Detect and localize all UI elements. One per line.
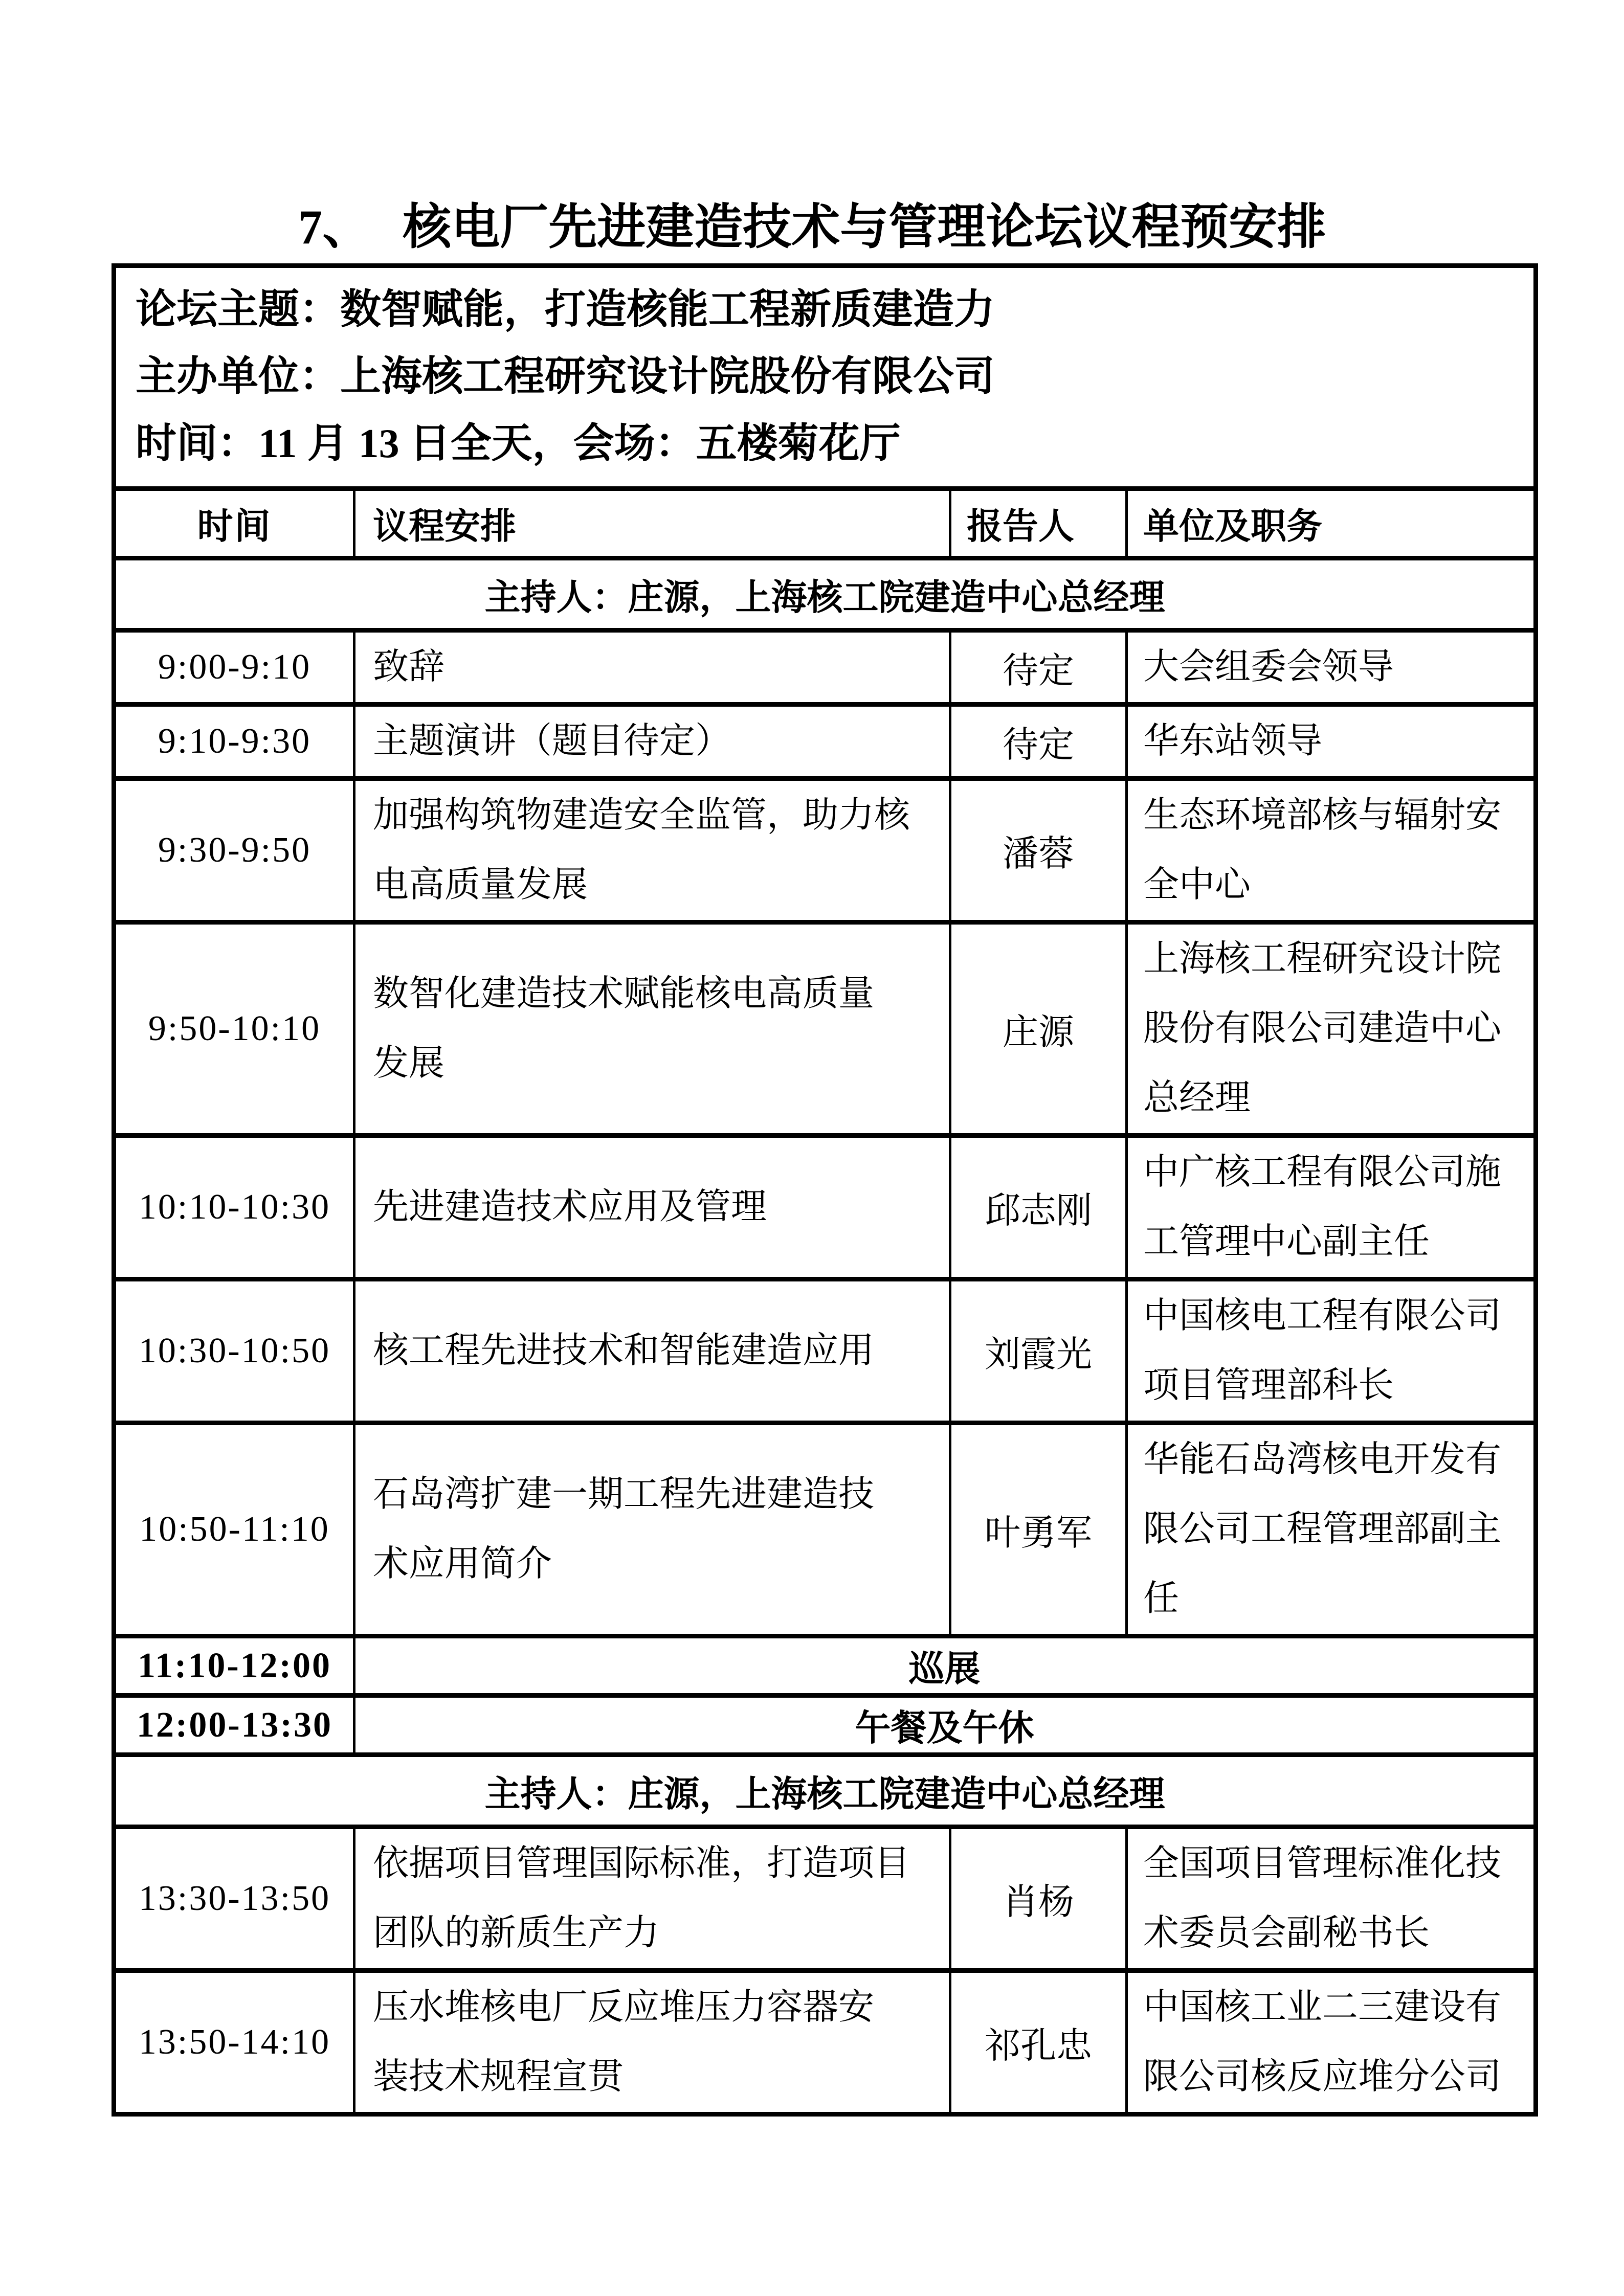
table-row: [114, 1827, 1536, 1971]
agenda-cell: 先进建造技术应用及管理: [354, 1136, 950, 1279]
title-text: 核电厂先进建造技术与管理论坛议程预安排: [403, 200, 1326, 254]
break-label: 午餐及午休: [354, 1696, 1536, 1755]
forum-organizer: 主办单位：上海核工程研究设计院股份有限公司: [136, 354, 995, 399]
time-cell: 9:30-9:50: [114, 779, 354, 922]
speaker-cell: 庄源: [950, 922, 1127, 1136]
speaker-cell: 叶勇军: [950, 1423, 1127, 1636]
break-label: 巡展: [354, 1636, 1536, 1696]
speaker-cell: 祁孔忠: [950, 1971, 1127, 2114]
agenda-cell: 石岛湾扩建一期工程先进建造技 术应用简介: [354, 1423, 950, 1636]
header-agenda: 议程安排: [354, 489, 950, 558]
org-cell: 中国核电工程有限公司 项目管理部科长: [1127, 1279, 1536, 1423]
header-speaker: 报告人: [950, 489, 1127, 558]
agenda-table: [112, 263, 1538, 2117]
host-morning: 主持人：庄源，上海核工院建造中心总经理: [114, 558, 1536, 631]
agenda-cell: 核工程先进技术和智能建造应用: [354, 1279, 950, 1423]
forum-info-cell: [114, 266, 1536, 489]
speaker-cell: 待定: [950, 631, 1127, 705]
org-cell: 华东站领导: [1127, 705, 1536, 779]
time-cell: 9:00-9:10: [114, 631, 354, 705]
speaker-cell: 待定: [950, 705, 1127, 779]
header-org: 单位及职务: [1127, 489, 1536, 558]
table-row: [114, 1136, 1536, 1279]
forum-info-row: [114, 266, 1536, 489]
time-cell: 10:10-10:30: [114, 1136, 354, 1279]
org-cell: 上海核工程研究设计院 股份有限公司建造中心 总经理: [1127, 922, 1536, 1136]
time-cell: 10:50-11:10: [114, 1423, 354, 1636]
time-cell: 13:50-14:10: [114, 1971, 354, 2114]
forum-theme: 论坛主题：数智赋能，打造核能工程新质建造力: [136, 287, 995, 332]
time-cell: 12:00-13:30: [114, 1696, 354, 1755]
break-row: [114, 1696, 1536, 1755]
agenda-cell: 加强构筑物建造安全监管，助力核 电高质量发展: [354, 779, 950, 922]
speaker-cell: 潘蓉: [950, 779, 1127, 922]
host-row-morning: [114, 558, 1536, 631]
time-cell: 10:30-10:50: [114, 1279, 354, 1423]
table-row: [114, 779, 1536, 922]
table-row: [114, 631, 1536, 705]
org-cell: 中国核工业二三建设有 限公司核反应堆分公司: [1127, 1971, 1536, 2114]
table-row: [114, 922, 1536, 1136]
host-row-afternoon: [114, 1755, 1536, 1827]
time-cell: 9:50-10:10: [114, 922, 354, 1136]
agenda-cell: 依据项目管理国际标准，打造项目 团队的新质生产力: [354, 1827, 950, 1971]
header-time: 时间: [114, 489, 354, 558]
time-cell: 9:10-9:30: [114, 705, 354, 779]
agenda-cell: 数智化建造技术赋能核电高质量 发展: [354, 922, 950, 1136]
agenda-cell: 主题演讲（题目待定）: [354, 705, 950, 779]
agenda-cell: 压水堆核电厂反应堆压力容器安 装技术规程宣贯: [354, 1971, 950, 2114]
break-row: [114, 1636, 1536, 1696]
host-afternoon: 主持人：庄源，上海核工院建造中心总经理: [114, 1755, 1536, 1827]
title-number: 7、: [298, 200, 371, 254]
speaker-cell: 肖杨: [950, 1827, 1127, 1971]
org-cell: 大会组委会领导: [1127, 631, 1536, 705]
agenda-cell: 致辞: [354, 631, 950, 705]
org-cell: 华能石岛湾核电开发有 限公司工程管理部副主 任: [1127, 1423, 1536, 1636]
speaker-cell: 刘霞光: [950, 1279, 1127, 1423]
org-cell: 中广核工程有限公司施 工管理中心副主任: [1127, 1136, 1536, 1279]
table-row: [114, 1971, 1536, 2114]
time-cell: 11:10-12:00: [114, 1636, 354, 1696]
forum-time-venue: 时间：11 月 13 日全天，会场：五楼菊花厅: [136, 421, 901, 466]
table-row: [114, 1423, 1536, 1636]
speaker-cell: 邱志刚: [950, 1136, 1127, 1279]
table-row: [114, 705, 1536, 779]
time-cell: 13:30-13:50: [114, 1827, 354, 1971]
org-cell: 生态环境部核与辐射安 全中心: [1127, 779, 1536, 922]
table-header-row: [114, 489, 1536, 558]
org-cell: 全国项目管理标准化技 术委员会副秘书长: [1127, 1827, 1536, 1971]
document-title: [0, 197, 1624, 257]
table-row: [114, 1279, 1536, 1423]
